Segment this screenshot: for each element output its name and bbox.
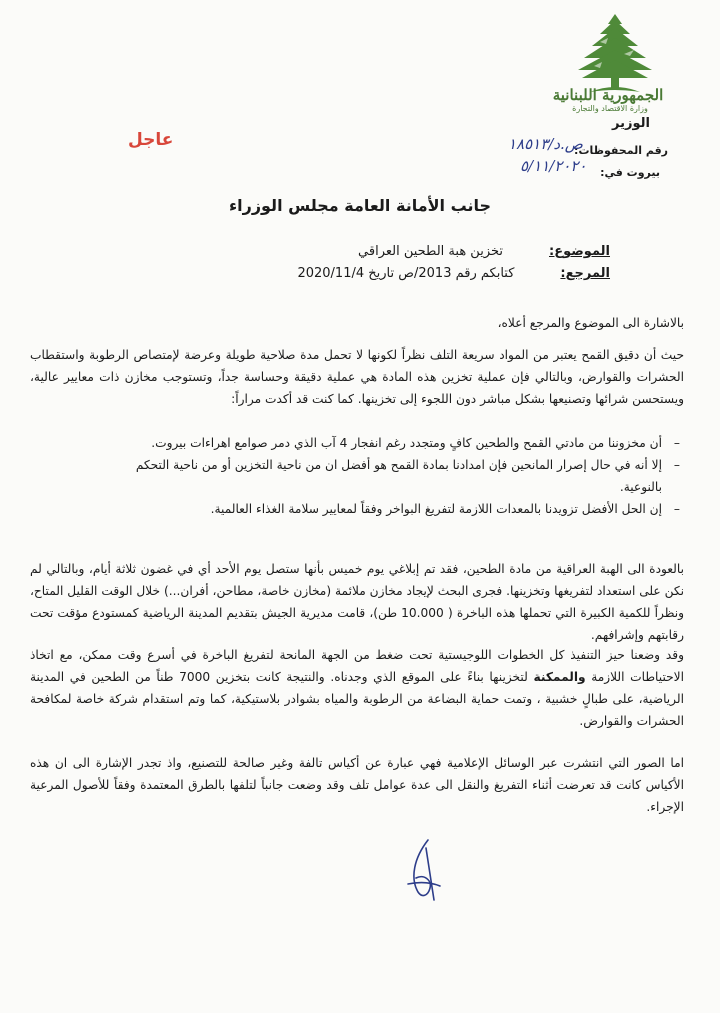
subject-label: الموضوع:	[549, 244, 610, 259]
paragraph-3-bold: والممكنة	[533, 670, 586, 684]
paragraph-3-part-a: وقد وضعنا حيز التنفيذ كل الخطوات اللوجيستية تحت ضغط من الجهة المانحة لتفريغ الباخرة في أسرع وقت ممكن، مع اتخاذ الاحتياطات اللازمة	[30, 648, 684, 684]
reference-value: كتابكم رقم 2013/ص تاريخ 2020/11/4	[297, 266, 515, 281]
list-item: – إلا أنه في حال إصرار المانحين فإن امدادنا بمادة القمح هو أفضل ان من ناحية التخزين أو من ناحية التحكم بالنوعية.	[90, 454, 684, 498]
archive-number-label: رقم المحفوظات:	[574, 144, 668, 157]
list-item: – إن الحل الأفضل تزويدنا بالمعدات اللازمة لتفريغ البواخر وفقاً لمعايير سلامة الغذاء العالمية.	[90, 498, 684, 520]
date-label: بيروت في:	[600, 166, 660, 179]
republic-name: الجمهورية اللبنانية	[552, 86, 664, 104]
list-item: – أن مخزوننا من مادتي القمح والطحين كافٍ ومتجدد رغم انفجار 4 آب الذي دمر صوامع اهراءات بيروت.	[90, 432, 684, 454]
subject-value: تخزين هبة الطحين العراقي	[358, 244, 503, 259]
paragraph-1: حيث أن دقيق القمح يعتبر من المواد سريعة التلف نظراً لكونها لا تحمل مدة صلاحية طويلة وعرضة لإمتصاص الرطوبة واستقطاب الحشرات والقوارض، وبالتالي فإن عملية تخزين هذه المادة هي عملية دقيقة وحساسة جداً، وتستوجب مخازن ذات معايير عالية، ويستحسن شرائها وتصنيعها بشكل مباشر دون اللجوء إلى تخزينها. كما كنت قد أكدت مراراً:	[30, 348, 684, 406]
urgent-stamp: عاجل	[128, 130, 174, 150]
date-handwritten: ٥/١١/٢٠٢٠	[520, 157, 587, 175]
paragraph-4: اما الصور التي انتشرت عبر الوسائل الإعلامية فهي عبارة عن أكياس تالفة وغير صالحة للتصنيع، واذ تجدر الإشارة الى ان هذه الأكياس كانت قد تعرضت أثناء التفريغ والنقل الى عدة عوامل تلف وقد وضعت جانباً لتلفها بالطرق المعتمدة وفقاً للأصول المرعية الإجراء.	[30, 756, 684, 814]
handwritten-signature-icon	[404, 838, 444, 908]
intro-paragraph: بالاشارة الى الموضوع والمرجع أعلاه،	[497, 316, 684, 330]
reference-label: المرجع:	[560, 266, 610, 281]
paragraph-3-part-b: لتخزينها بناءً على الموقع الذي وجدناه. والنتيجة كانت بتخزين 7000 طناً من الطحين في المدينة الرياضية، على طبالٍ خشبية ، وتمت حماية البضاعة من الرطوبة والمياه بشوادر بلاستيكية، كما وتم استقدام شركة خاصة لمكافحة الحشرات والقوارض.	[30, 670, 684, 728]
minister-title: الوزير	[612, 116, 650, 131]
addressee: جانب الأمانة العامة مجلس الوزراء	[228, 196, 492, 215]
subject-line	[358, 244, 610, 259]
paragraph-3	[30, 644, 684, 732]
ministry-name: وزارة الاقتصاد والتجارة	[572, 104, 648, 113]
reference-line	[297, 266, 610, 281]
archive-number-handwritten: ص.د/١٨٥١٣	[508, 135, 583, 153]
bullet-list	[30, 432, 684, 520]
paragraph-2: بالعودة الى الهبة العراقية من مادة الطحين، فقد تم إبلاغي يوم خميس بأنها ستصل يوم الأحد أي في غضون ثلاثة أيام، وبالتالي لم نكن على استعداد لتفريغها وتخزينها. فجرى البحث لإيجاد مخازن ملائمة (مخازن خاصة، مطاحن، أفران...) خلال الوقت القليل المتاح، ونظراً للكمية الكبيرة التي تحملها هذه الباخرة ( 10.000 طن)، قامت مديرية الجيش بتقديم المدينة الرياضية كمستودع مؤقت تحت رقابتهم وإشرافهم.	[30, 562, 684, 642]
